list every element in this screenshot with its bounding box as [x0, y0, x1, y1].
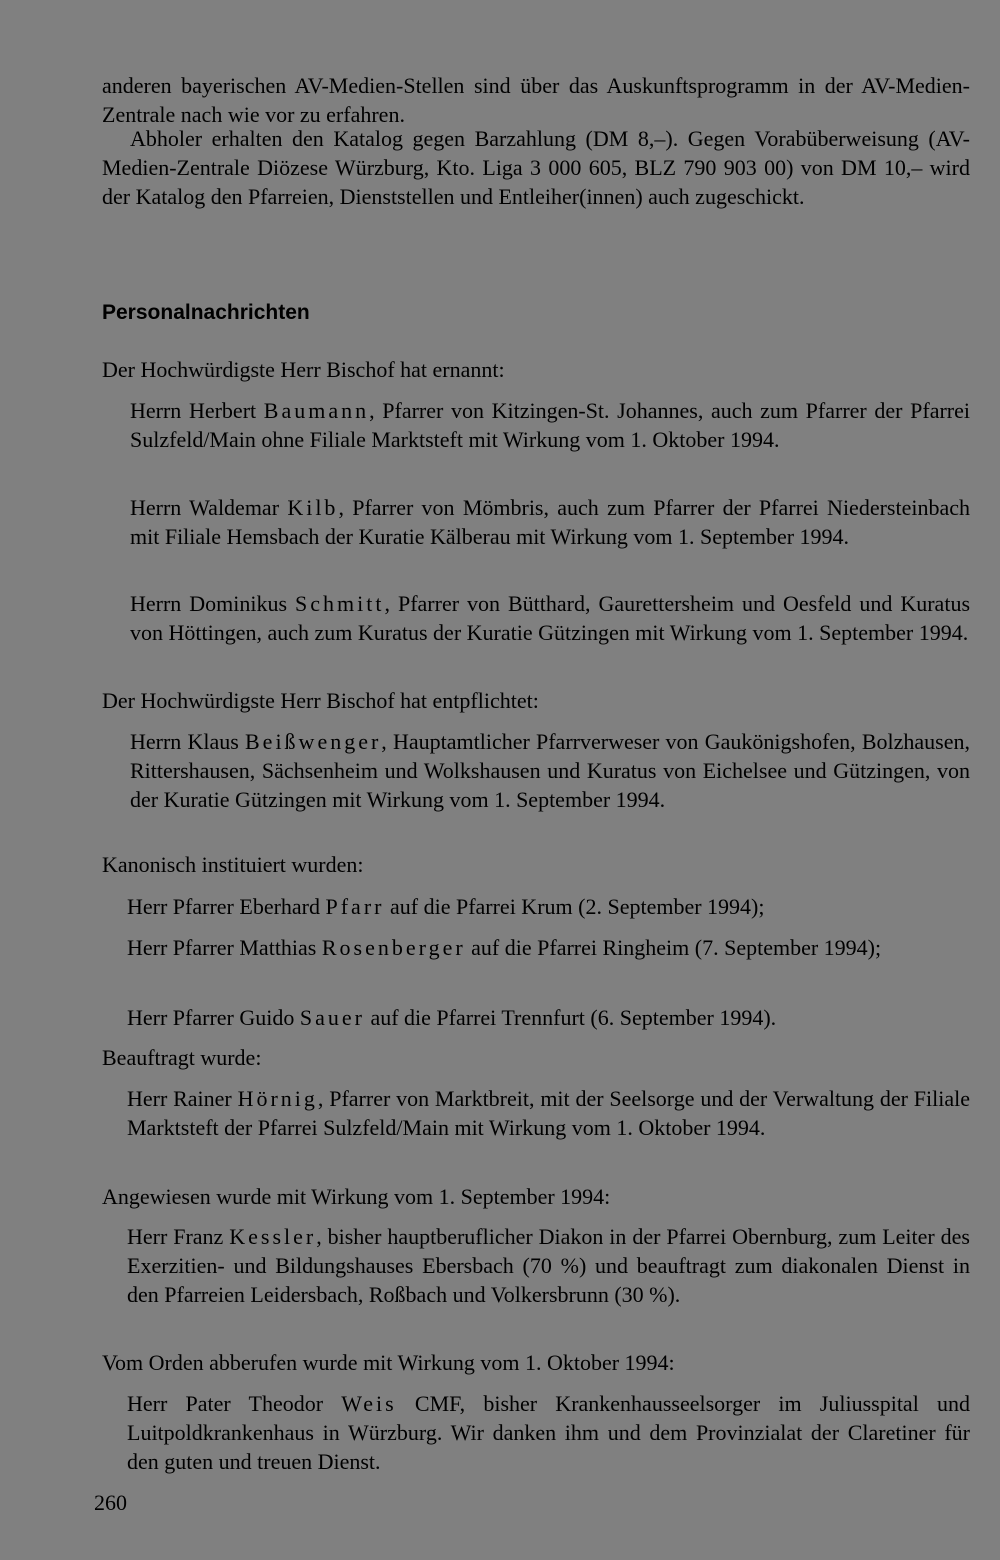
page-number: 260 [94, 1490, 127, 1515]
entry-schmitt: Herrn Dominikus Schmitt, Pfarrer von Bütthard, Gaurettersheim und Oesfeld und Kuratus von Höttingen, auch zum Kuratus der Kuratie Gützingen mit Wirkung vom 1. September 1994. [130, 591, 970, 645]
lead-instituiert: Kanonisch instituiert wurden: [102, 852, 364, 877]
lead-beauftragt: Beauftragt wurde: [102, 1045, 262, 1070]
person-name: Kilb [287, 495, 339, 520]
entry-baumann: Herrn Herbert Baumann, Pfarrer von Kitzingen-St. Johannes, auch zum Pfarrer der Pfarrei Sulzfeld/Main ohne Filiale Marktsteft mit Wirkung vom 1. Oktober 1994. [130, 398, 970, 452]
lead-entpflichtet: Der Hochwürdigste Herr Bischof hat entpflichtet: [102, 688, 539, 713]
person-name: Beißwenger [245, 729, 382, 754]
entry-beisswenger: Herrn Klaus Beißwenger, Hauptamtlicher Pfarrverweser von Gaukönigshofen, Bolzhausen, Rittershausen, Sächsenheim und Wolkshausen und Kuratus von Eichelsee und Gützingen, von der Kuratie Gützingen mit Wirkung vom 1. September 1994. [130, 729, 970, 812]
person-name: Schmitt [295, 591, 385, 616]
intro-paragraph-1: anderen bayerischen AV-Medien-Stellen sind über das Auskunftsprogramm in der AV-Medien-Zentrale nach wie vor zu erfahren. [102, 73, 970, 127]
person-name: Sauer [299, 1005, 365, 1030]
intro-paragraph-2: Abholer erhalten den Katalog gegen Barzahlung (DM 8,–). Gegen Vorabüberweisung (AV-Medien-Zentrale Diözese Würzburg, Kto. Liga 3 000 605, BLZ 790 903 00) von DM 10,– wird der Katalog den Pfarreien, Dienststellen und Entleiher(innen) auch zugeschickt. [102, 126, 970, 209]
person-name: Pfarr [325, 894, 385, 919]
entry-sauer: Herr Pfarrer Guido Sauer auf die Pfarrei Trennfurt (6. September 1994). [127, 1005, 777, 1030]
lead-abberufen: Vom Orden abberufen wurde mit Wirkung vom 1. Oktober 1994: [102, 1350, 675, 1375]
entry-hoernig: Herr Rainer Hörnig, Pfarrer von Marktbreit, mit der Seelsorge und der Verwaltung der Filiale Marktsteft der Pfarrei Sulzfeld/Main mit Wirkung vom 1. Oktober 1994. [127, 1086, 970, 1140]
section-heading: Personalnachrichten [102, 301, 310, 324]
person-name: Hörnig [237, 1086, 318, 1111]
person-name: Kessler [229, 1224, 317, 1249]
lead-ernannt: Der Hochwürdigste Herr Bischof hat ernannt: [102, 357, 505, 382]
entry-rosenberger: Herr Pfarrer Matthias Rosenberger auf die Pfarrei Ringheim (7. September 1994); [127, 935, 882, 960]
entry-kilb: Herrn Waldemar Kilb, Pfarrer von Mömbris, auch zum Pfarrer der Pfarrei Niedersteinbach mit Filiale Hemsbach der Kuratie Kälberau mit Wirkung vom 1. September 1994. [130, 495, 970, 549]
person-name: Baumann [263, 398, 370, 423]
entry-pfarr: Herr Pfarrer Eberhard Pfarr auf die Pfarrei Krum (2. September 1994); [127, 894, 765, 919]
lead-angewiesen: Angewiesen wurde mit Wirkung vom 1. September 1994: [102, 1184, 611, 1209]
entry-kessler: Herr Franz Kessler, bisher hauptberuflicher Diakon in der Pfarrei Obernburg, zum Leiter des Exerzitien- und Bildungshauses Ebersbach (70 %) und beauftragt zum diakonalen Dienst in den Pfarreien Leidersbach, Roßbach und Volkersbrunn (30 %). [127, 1224, 970, 1307]
person-name: Rosenberger [321, 935, 466, 960]
person-name: Weis [341, 1391, 397, 1416]
entry-weis: Herr Pater Theodor Weis CMF, bisher Krankenhausseelsorger im Juliusspital und Luitpoldkrankenhaus in Würzburg. Wir danken ihm und dem Provinzialat der Claretiner für den guten und treuen Dienst. [127, 1391, 971, 1474]
